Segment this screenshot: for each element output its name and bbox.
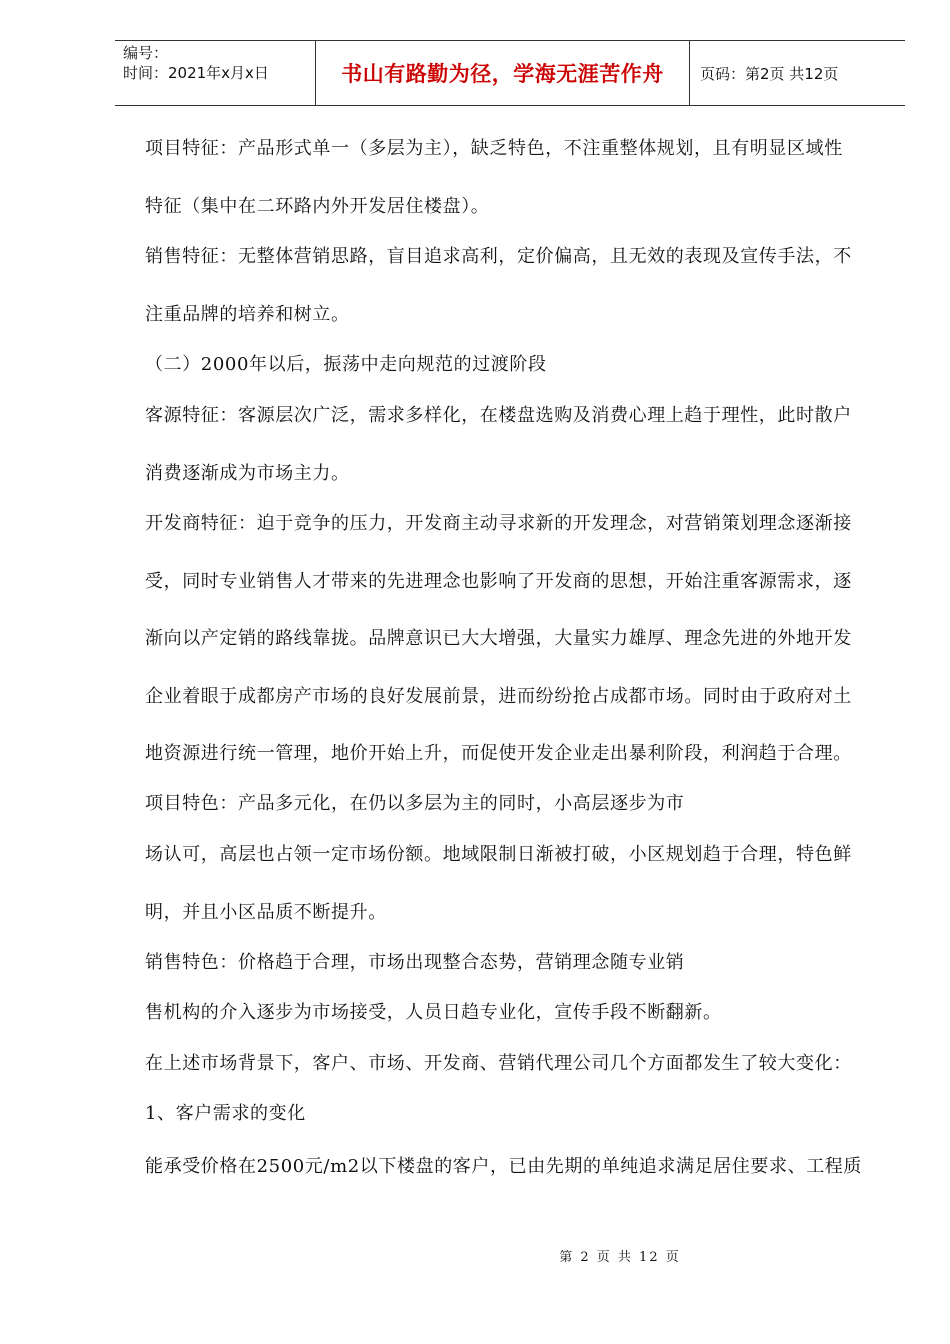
body-line: 地资源进行统一管理，地价开始上升，而促使开发企业走出暴利阶段，利润趋于合理。	[145, 743, 852, 764]
body-line: 渐向以产定销的路线靠拢。品牌意识已大大增强，大量实力雄厚、理念先进的外地开发	[145, 628, 852, 649]
body-line: 在上述市场背景下，客户、市场、开发商、营销代理公司几个方面都发生了较大变化：	[145, 1053, 852, 1074]
body-line: 受，同时专业销售人才带来的先进理念也影响了开发商的思想，开始注重客源需求，逐	[145, 571, 852, 592]
body-line: 特征（集中在二环路内外开发居住楼盘）。	[145, 196, 490, 217]
section-heading: 1、客户需求的变化	[145, 1103, 306, 1124]
body-line: 企业着眼于成都房产市场的良好发展前景，进而纷纷抢占成都市场。同时由于政府对土	[145, 686, 852, 707]
body-line: 销售特色：价格趋于合理，市场出现整合态势，营销理念随专业销	[145, 952, 685, 973]
header-motto: 书山有路勤为径，学海无涯苦作舟	[316, 41, 690, 105]
document-number-label: 编号：	[123, 44, 169, 62]
document-date: 时间：2021年x月x日	[123, 64, 269, 82]
body-line: 客源特征：客源层次广泛，需求多样化，在楼盘选购及消费心理上趋于理性，此时散户	[145, 405, 852, 426]
body-line: 开发商特征：迫于竞争的压力，开发商主动寻求新的开发理念，对营销策划理念逐渐接	[145, 513, 852, 534]
body-line: 售机构的介入逐步为市场接受，人员日趋专业化，宣传手段不断翻新。	[145, 1002, 722, 1023]
body-line: 项目特征：产品形式单一（多层为主），缺乏特色，不注重整体规划，且有明显区域性	[145, 138, 843, 159]
body-line: 注重品牌的培养和树立。	[145, 304, 350, 325]
body-line: 明，并且小区品质不断提升。	[145, 902, 387, 923]
body-line: 消费逐渐成为市场主力。	[145, 463, 350, 484]
body-line: 销售特征：无整体营销思路，盲目追求高利，定价偏高，且无效的表现及宣传手法，不	[145, 246, 852, 267]
section-heading: （二）2000年以后，振荡中走向规范的过渡阶段	[145, 354, 547, 375]
body-line: 场认可，高层也占领一定市场份额。地域限制日渐被打破，小区规划趋于合理，特色鲜	[145, 844, 852, 865]
page-header	[115, 40, 905, 106]
header-meta	[115, 41, 316, 105]
page-footer: 第 2 页 共 12 页	[559, 1250, 681, 1265]
body-line: 项目特色：产品多元化，在仍以多层为主的同时，小高层逐步为市	[145, 793, 685, 814]
body-line: 能承受价格在2500元/m2以下楼盘的客户，已由先期的单纯追求满足居住要求、工程质	[145, 1156, 862, 1177]
header-page-info: 页码：第2页 共12页	[700, 64, 839, 83]
